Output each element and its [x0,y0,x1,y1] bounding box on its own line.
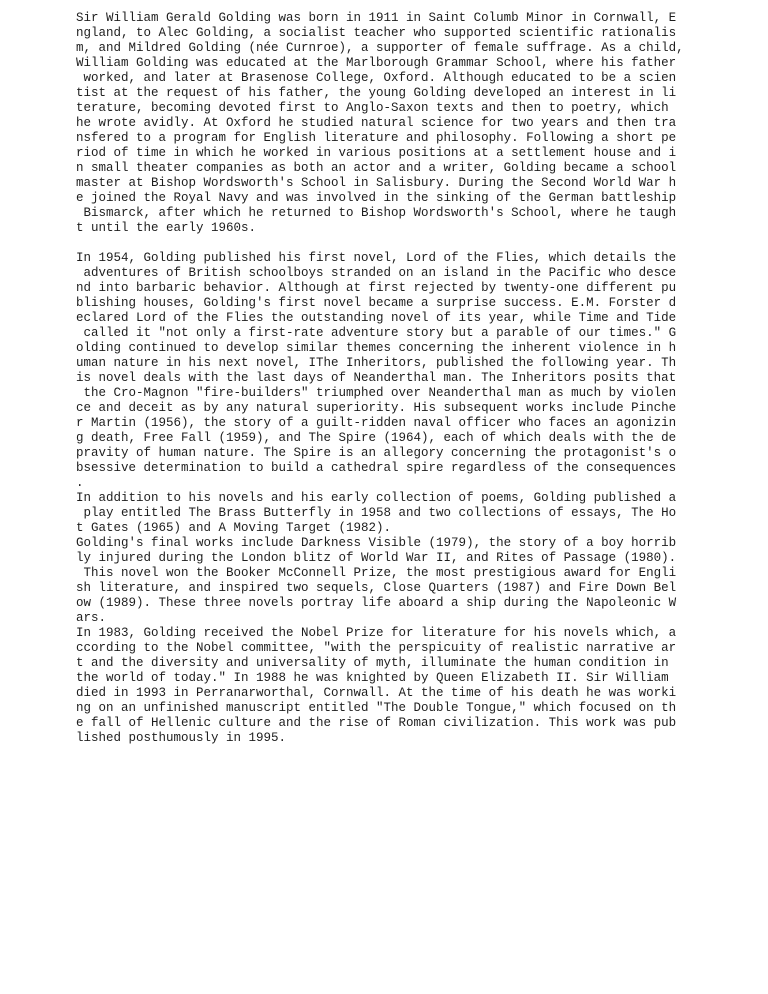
text-line: he wrote avidly. At Oxford he studied natural science for two years and then tra [76,116,677,130]
text-line: Bismarck, after which he returned to Bishop Wordsworth's School, where he taugh [76,206,677,220]
text-line: t and the diversity and universality of myth, illuminate the human condition in [76,656,669,670]
text-line: blishing houses, Golding's first novel became a surprise success. E.M. Forster d [76,296,677,310]
biography-paragraph-early-life [76,11,696,236]
text-line: e fall of Hellenic culture and the rise of Roman civilization. This work was pub [76,716,677,730]
text-line: This novel won the Booker McConnell Prize, the most prestigious award for Engli [76,566,677,580]
text-line: the Cro-Magnon "fire-builders" triumphed over Neanderthal man as much by violen [76,386,677,400]
text-line: ng on an unfinished manuscript entitled "The Double Tongue," which focused on th [76,701,677,715]
text-line: William Golding was educated at the Marlborough Grammar School, where his father [76,56,677,70]
paragraph-spacer [76,236,696,251]
biography-paragraph-works [76,251,696,746]
text-line: worked, and later at Brasenose College, Oxford. Although educated to be a scien [76,71,677,85]
text-line: t Gates (1965) and A Moving Target (1982). [76,521,392,535]
text-line: ow (1989). These three novels portray life aboard a ship during the Napoleonic W [76,596,677,610]
text-line: nsfered to a program for English literature and philosophy. Following a short pe [76,131,677,145]
text-line: adventures of British schoolboys stranded on an island in the Pacific who desce [76,266,677,280]
text-line: t until the early 1960s. [76,221,257,235]
text-line: lished posthumously in 1995. [76,731,287,745]
document-body [76,11,696,746]
text-line: r Martin (1956), the story of a guilt-ridden naval officer who faces an agonizin [76,416,677,430]
text-line: ly injured during the London blitz of World War II, and Rites of Passage (1980). [76,551,677,565]
text-line: bsessive determination to build a cathedral spire regardless of the consequences [76,461,677,475]
text-line: ccording to the Nobel committee, "with the perspicuity of realistic narrative ar [76,641,677,655]
text-line: riod of time in which he worked in various positions at a settlement house and i [76,146,677,160]
text-line: pravity of human nature. The Spire is an allegory concerning the protagonist's o [76,446,677,460]
text-line: tist at the request of his father, the young Golding developed an interest in li [76,86,677,100]
text-line: In 1954, Golding published his first novel, Lord of the Flies, which details the [76,251,677,265]
text-line: . [76,476,84,490]
text-line: ars. [76,611,107,625]
text-line: sh literature, and inspired two sequels, Close Quarters (1987) and Fire Down Bel [76,581,677,595]
text-line: m, and Mildred Golding (née Curnroe), a supporter of female suffrage. As a child, [76,41,684,55]
text-line: g death, Free Fall (1959), and The Spire (1964), each of which deals with the de [76,431,677,445]
text-line: Sir William Gerald Golding was born in 1911 in Saint Columb Minor in Cornwall, E [76,11,677,25]
text-line: ngland, to Alec Golding, a socialist teacher who supported scientific rationalis [76,26,677,40]
text-line: is novel deals with the last days of Neanderthal man. The Inheritors posits that [76,371,677,385]
text-line: Golding's final works include Darkness Visible (1979), the story of a boy horrib [76,536,677,550]
text-line: In 1983, Golding received the Nobel Prize for literature for his novels which, a [76,626,677,640]
text-line: In addition to his novels and his early collection of poems, Golding published a [76,491,677,505]
text-line: died in 1993 in Perranarworthal, Cornwall. At the time of his death he was worki [76,686,677,700]
text-line: n small theater companies as both an actor and a writer, Golding became a school [76,161,677,175]
text-line: eclared Lord of the Flies the outstanding novel of its year, while Time and Tide [76,311,677,325]
text-line: uman nature in his next novel, IThe Inheritors, published the following year. Th [76,356,677,370]
text-line: e joined the Royal Navy and was involved in the sinking of the German battleship [76,191,677,205]
text-line: terature, becoming devoted first to Anglo-Saxon texts and then to poetry, which [76,101,669,115]
text-line: called it "not only a first-rate adventure story but a parable of our times." G [76,326,677,340]
text-line: master at Bishop Wordsworth's School in Salisbury. During the Second World War h [76,176,677,190]
text-line: olding continued to develop similar themes concerning the inherent violence in h [76,341,677,355]
text-line: nd into barbaric behavior. Although at first rejected by twenty-one different pu [76,281,677,295]
text-line: ce and deceit as by any natural superiority. His subsequent works include Pinche [76,401,677,415]
text-line: play entitled The Brass Butterfly in 1958 and two collections of essays, The Ho [76,506,677,520]
text-line: the world of today." In 1988 he was knighted by Queen Elizabeth II. Sir William [76,671,669,685]
